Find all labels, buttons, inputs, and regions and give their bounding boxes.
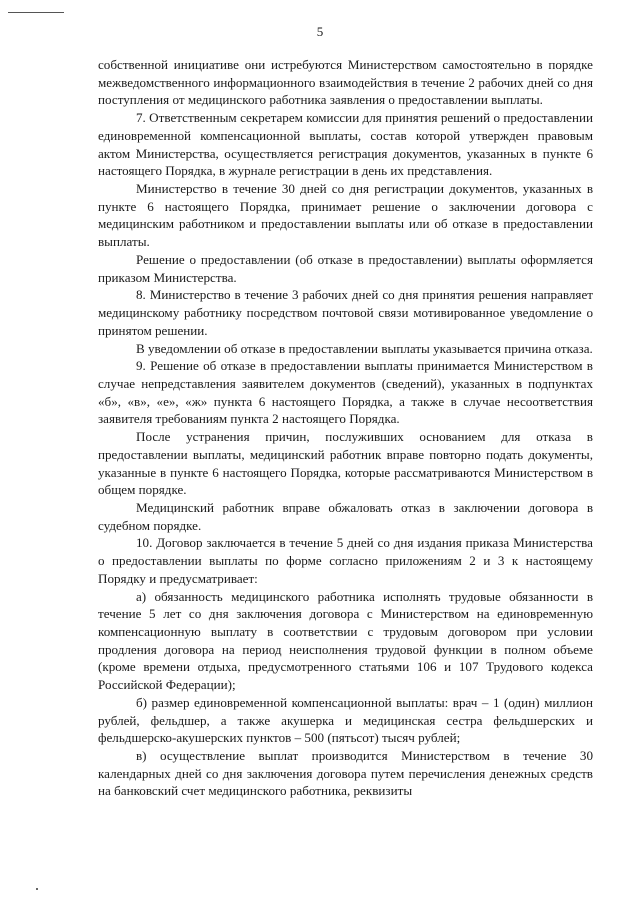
- paragraph: 9. Решение об отказе в предоставлении выплаты принимается Министерством в случае непредставления заявителем документов (сведений), указанных в подпунктах «б», «в», «е», «ж» пункта 6 настоящего Порядка, а также в случае несоответствия заявителя требованиям пункта 2 настоящего Порядка.: [98, 358, 593, 427]
- paragraph: собственной инициативе они истребуются Министерством самостоятельно в порядке межведомственного информационного взаимодействия в течение 2 рабочих дней со дня поступления от медицинского работника заявления о предоставлении выплаты.: [98, 57, 593, 108]
- paragraph: б) размер единовременной компенсационной выплаты: врач – 1 (один) миллион рублей, фельдшер, а также акушерка и медицинская сестра фельдшерских и фельдшерско-акушерских пунктов – 500 (пятьсот) тысяч рублей;: [98, 694, 593, 746]
- corner-line-mark: [8, 12, 64, 13]
- paragraph: Министерство в течение 30 дней со дня регистрации документов, указанных в пункте 6 настоящего Порядка, принимает решение о заключении договора с медицинским работником и предоставлении выплаты или об отказе в предоставлении выплаты.: [98, 181, 593, 250]
- paragraph: В уведомлении об отказе в предоставлении выплаты указывается причина отказа.: [136, 340, 593, 356]
- scan-dot-mark: [36, 888, 38, 890]
- paragraph: Медицинский работник вправе обжаловать отказ в заключении договора в судебном порядке.: [98, 499, 593, 533]
- paragraph: После устранения причин, послуживших основанием для отказа в предоставлении выплаты, медицинский работник вправе повторно подать документы, указанные в пункте 6 настоящего Порядка, которые рассматриваются Министерством в общем порядке.: [98, 429, 593, 498]
- paragraph: 10. Договор заключается в течение 5 дней со дня издания приказа Министерства о предоставлении выплаты по форме согласно приложениям 2 и 3 к настоящему Порядку и предусматривает:: [98, 535, 593, 586]
- paragraph: 8. Министерство в течение 3 рабочих дней со дня принятия решения направляет медицинскому работнику посредством почтовой связи мотивированное уведомление о принятом решении.: [98, 287, 593, 338]
- document-body: [98, 56, 593, 800]
- paragraph: Решение о предоставлении (об отказе в предоставлении) выплаты оформляется приказом Министерства.: [98, 251, 593, 285]
- paragraph: 7. Ответственным секретарем комиссии для принятия решений о предоставлении единовременной компенсационной выплаты, состав которой утвержден правовым актом Министерства, осуществляется регистрация документов, указанных в пункте 6 настоящего Порядка, в журнале регистрации в день их представления.: [98, 110, 593, 179]
- paragraph: в) осуществление выплат производится Министерством в течение 30 календарных дней со дня заключения договора путем перечисления денежных средств на банковский счет медицинского работника, реквизиты: [98, 748, 593, 799]
- page-number: 5: [316, 24, 324, 39]
- paragraph: а) обязанность медицинского работника исполнять трудовые обязанности в течение 5 лет со дня заключения договора с Министерством на единовременную компенсационную выплату в соответствии с трудовым договором при условии продления договора на период неисполнения трудовой функции в полном объеме (кроме времени отдыха, предусмотренного статьями 106 и 107 Трудового кодекса Российской Федерации);: [98, 588, 593, 693]
